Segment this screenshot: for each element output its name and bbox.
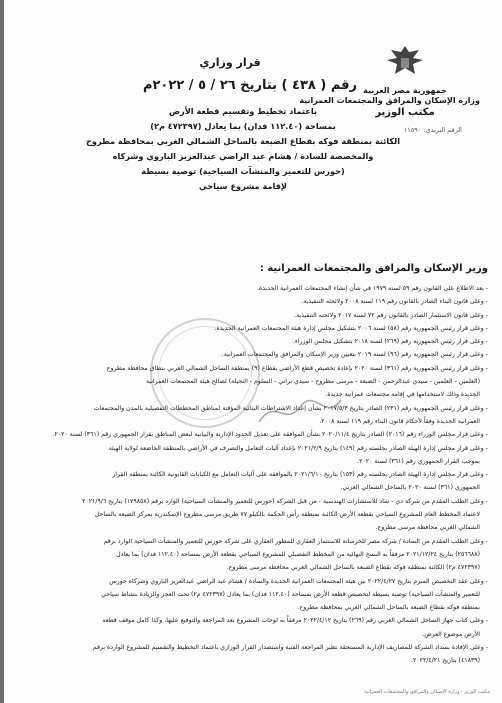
preamble-line: - بعد الاطلاع على القانون رقم ٥٩ لسنة ١٩٧٩ في شأن إنشاء المجتمعات العمرانية الجديدة. (257, 285, 488, 292)
preamble-line: بمنطقة فوكه بقطاع الضبعة بالساحل الشمالي الغربي بمحافظة مطروح. (297, 604, 480, 612)
preamble-line: (٢٥٦٦٨٨) بتاريخ ٢٠٢١/١٢/٢٤ مرفقاً به النسخ النهائية من المخطط التفصيلي للمشروع السياحي بقطعة الأرض بمساحة (١١٢.٤٠ فدان) بما يعادل (116, 550, 480, 558)
preamble-line: - وعلى قرار مجلس إدارة الهيئة الصادر بجلسته رقم (١٤٩) بتاريخ ٢٠٢١/٢/٩ بإعداد آليات التعامل والتصرف في الأراضي بالمنطقة الخاضعة لولاية الهيئة (108, 444, 488, 452)
preamble-line: العمرانية الجديدة وفقاً لأحكام قانون البناء رقم ١١٩ لسنة ٢٠٠٨. (319, 417, 480, 425)
preamble-line: - وعلى قرار مجلس الوزراء رقم (٢٠١٦) الصادر بتاريخ ٢٠٢٠/١١/٤ بشأن الموافقة على تعديل الحدود الإدارية والبيانية لبعض المناطق بقرار الجمهوري رقم (٣٦١) لسنة ٢٠٢٠. (52, 431, 488, 439)
subject-line: باعتماد تخطيط وتقسيم قطعة الأرض (168, 106, 317, 116)
preamble-line: - وعلى قانون البناء الصادر بالقانون رقم ١١٩ لسنة ٢٠٠٨ ولائحته التنفيذية. (301, 298, 488, 306)
subject-line: والمخصصة للسادة / هشام عبد الراضي عبدالعزيز الباروي وشركاه (112, 151, 374, 161)
header-office: مكتب الوزير (375, 107, 435, 118)
preamble-line: - وعلى الطلب المقدم من السادة / شركة مصر للخرسانة للاستثمار العقاري للمطور العقاري على شركة حورس للتعمير والمنشآت السياحية الوارد برقم (103, 537, 488, 545)
preamble-line: الجديدة وذلك لاستخدامها في إقامة مجتمعات عمرانية جديدة. (325, 391, 480, 399)
preamble-line: - وعلى قانون الاستثمار الصادر بالقانون رقم ٧٢ لسنة ٢٠١٧ ولائحته التنفيذية. (294, 311, 488, 319)
preamble-line: (٤٧٢٣٩٧ م٢) الكائنة بمنطقة فوكه بقطاع الضبعة بالساحل الشمالي الغربي محافظة مرسى مطروح. (226, 564, 480, 572)
page-footer: مكتب الوزير - وزارة الإسكان والمرافق والمجتمعات العمرانية (364, 689, 490, 695)
preamble-line: - وعلى الطلب المقدم من شركة دي - شاد للاستشارات الهندسية - من قبل الشركة (حورس للتعمير والمنشآت السياحية) الوارد برقم (١٧٩٨٥٨) بتاريخ ٢٠٢١/٩/٦ (82, 497, 488, 505)
subject-line: لإقامة مشروع سياحي (198, 181, 288, 191)
preamble-line: - وعلى قرار مجلس إدارة الهيئة الصادر بجلسته رقم (١٥٣) بتاريخ ٢٠٢١/٦/١٠ بالموافقة على آليات التعامل مع الكيانات القانونية الكائنة بمنطقة القرار (112, 471, 488, 479)
decree-preamble (14, 282, 488, 668)
subject-line: (حورس للتعمير والمنشآت السياحية) توصية بسيطة (141, 166, 345, 176)
eagle-emblem-icon (379, 44, 431, 78)
scan-edge (0, 0, 4, 703)
preamble-line: - وعلى قرار رئيس الجمهورية رقم (٢٦٩) لسنة ٢٠١٨ بتشكيل مجلس الوزراء. (292, 338, 488, 346)
preamble-line: - وعلى قرار رئيس الجمهورية رقم (٣٦١) لسنة ٢٠٢٠ بإعادة تخصيص قطع الأراضي بقطاع (٩) بمنطقة الساحل الشمالي الغربي بنطاق محافظة مطروح (106, 364, 488, 372)
preamble-line: الأرض موضوع العرض. (422, 630, 480, 638)
preamble-line: - وعلى قرار رئيس الجمهورية رقم (٢٣١) الصادر بتاريخ ٢٠١٧/٥/٣ بشأن إعداد الاشتراطات البنائية المؤقتة لمناطق المخططات التفصيلية بالمدن والمجتمعات (93, 404, 488, 412)
preamble-line: - وعلى الإفادة بسداد الشركة للمصاريف الإدارية المستحقة نظير المراجعة الفنية واستصدار القرار الوزاري باعتماد التخطيط والتقسيم للمشروع الواردة برقم (92, 644, 488, 652)
preamble-line: الجمهوري (٣٦١) لسنة ٢٠٢٠ بالساحل الشمالي الغربي. (340, 484, 480, 492)
minister-heading: وزير الإسكان والمرافق والمجتمعات العمرانية : (259, 263, 488, 274)
preamble-line: - وعلى قرار رئيس الجمهورية رقم (٥٨) لسنة ٢٠٠٦ بتشكيل مجلس إدارة هيئة المجتمعات العمرانية الجديدة. (214, 324, 488, 332)
header-country: جمهورية مصر العربية (363, 86, 447, 95)
header-ministry: وزارة الإسكان والمرافق والمجتمعات العمرانية (299, 96, 480, 105)
subject-line: الكائنة بمنطقة فوكه بقطاع الضبعة بالساحل الشمالي الغربي بمحافظة مطروح (85, 136, 401, 146)
preamble-line: لاعتماد المخطط العام للمشروع السياحي بقطعة الأرض الكائنة بمنطقة رأس الحكمة بالكيلو ٧٧ طريق مرسى مطروح الإسكندرية بمركز الضبعة بالساحل (94, 511, 480, 519)
preamble-line: بموجب القرار الجمهوري رقم (٣٦١) لسنة ٢٠٢٠. (357, 457, 480, 465)
preamble-line: - وعلى عقد التخصيص المبرم بتاريخ ٢٠٢٢/٤/٢٧ بين هيئة المجتمعات العمرانية الجديدة والسادة / هشام عبد الراضي عبدالعزيز الباروي وشركاه حورس (109, 577, 488, 585)
preamble-line: الشمالي الغربي محافظة مرسى مطروح. (375, 524, 480, 532)
preamble-line: - وعلى قرار رئيس الجمهورية رقم (٩٦) لسنة ٢٠١٩ بتعيين وزير الإسكان والمرافق والمجتمعات العمرانية. (221, 351, 488, 359)
preamble-line: (العلمين - العلمين - سيدي عبدالرحمن - الضبعة - مرسى مطروح - سيدي براني - السلوم - النجيلة) لصالح هيئة المجتمعات العمرانية (145, 378, 480, 386)
signature-mark (255, 392, 345, 432)
preamble-line: - وعلى كتاب جهاز الساحل الشمالي الغربي رقم (٢٦٩) بتاريخ ٢٠٢٢/٤/١٢ مرفقاً به لوحات المشروع بعد المراجعة والتوقيع عليها، وكذا كامل موقف قطعة (102, 617, 488, 625)
decree-number: رقم ( ٤٣٨ ) بتاريخ ٢٦ / ٥ / ٢٠٢٢م (142, 78, 358, 93)
decree-title: قرار وزاري (199, 56, 261, 69)
preamble-line: للتعمير والمنشآت السياحية) توصية بسيطة لتخصيص قطعة الأرض بمساحة (١١٢.٤٠ فدان) بما يعادل (٤٧٢٣٩٧ م٢) تحت العجز والزيادة بنشاط سياحي (101, 590, 480, 598)
subject-line: بمساحة (١١٢.٤٠ فدان) بما يعادل (٤٧٢٣٩٧ م٢) (150, 121, 336, 131)
postal-ref: الرقم البريدي: ١١٥٩٠ (403, 126, 462, 134)
decree-subject (28, 104, 458, 194)
official-seal-inner-ring (158, 326, 252, 420)
preamble-line: (٤١٨٣٩) بتاريخ ٢٠٢٢/٤/٢١. (411, 657, 480, 665)
